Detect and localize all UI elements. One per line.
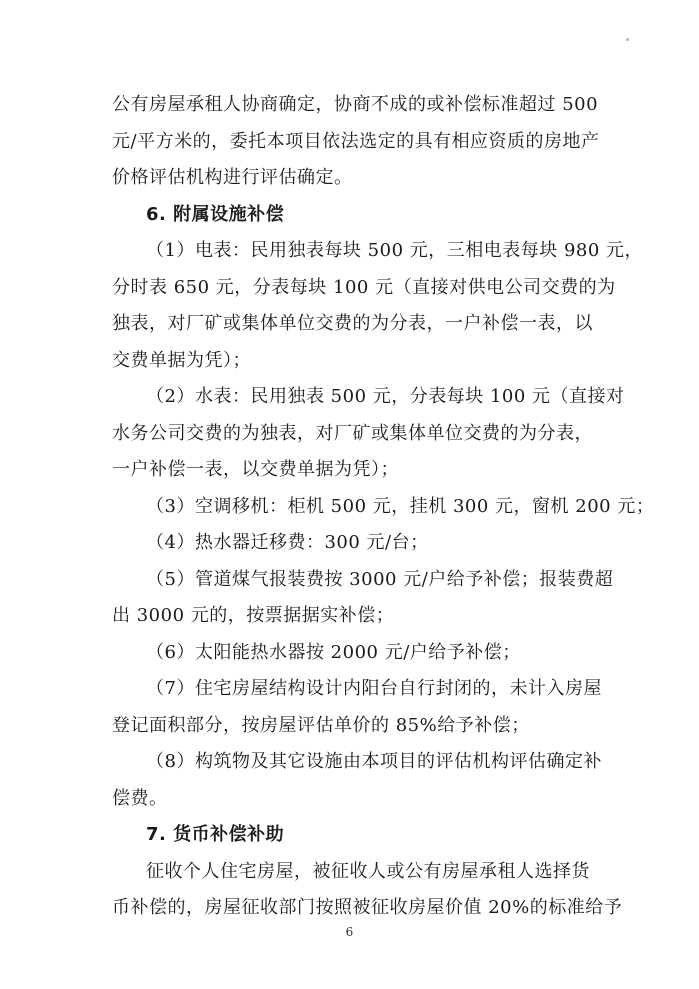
item-7-line: （7）住宅房屋结构设计内阳台自行封闭的，未计入房屋 [146, 678, 602, 699]
document-body [112, 92, 655, 932]
section-heading-6: 6. 附属设施补偿 [146, 203, 285, 225]
paragraph-line: 公有房屋承租人协商确定，协商不成的或补偿标准超过 500 [112, 94, 599, 115]
page-number: 6 [345, 925, 354, 939]
item-8-line: （8）构筑物及其它设施由本项目的评估机构评估确定补 [146, 751, 602, 772]
paragraph-line: 币补偿的，房屋征收部门按照被征收房屋价值 20%的标准给予 [112, 897, 623, 918]
item-5-line: 出 3000 元的，按票据据实补偿； [112, 605, 395, 626]
item-1-line: （1）电表：民用独表每块 500 元，三相电表每块 980 元， [146, 240, 644, 261]
item-2-line: 一户补偿一表，以交费单据为凭）； [112, 459, 399, 480]
item-3-line: （3）空调移机：柜机 500 元，挂机 300 元，窗机 200 元； [146, 495, 655, 517]
item-1-line: 独表，对厂矿或集体单位交费的为分表，一户补偿一表，以 [112, 313, 593, 334]
item-2-line: 水务公司交费的为独表，对厂矿或集体单位交费的为分表， [112, 422, 593, 444]
item-7-line: 登记面积部分，按房屋评估单价的 85%给予补偿； [112, 714, 530, 736]
item-6-line: （6）太阳能热水器按 2000 元/户给予补偿； [146, 641, 521, 663]
item-8-line: 偿费。 [112, 787, 168, 809]
paragraph-line: 价格评估机构进行评估确定。 [112, 167, 353, 188]
section-heading-7: 7. 货币补偿补助 [146, 824, 285, 845]
item-1-line: 交费单据为凭）； [112, 349, 251, 371]
paragraph-line: 元/平方米的，委托本项目依法选定的具有相应资质的房地产 [112, 130, 600, 152]
item-5-line: （5）管道煤气报装费按 3000 元/户给予补偿；报装费超 [146, 568, 614, 590]
scan-speck [626, 38, 629, 41]
item-4-line: （4）热水器迁移费：300 元/台； [146, 532, 429, 553]
item-1-line: 分时表 650 元，分表每块 100 元（直接对供电公司交费的为 [112, 276, 616, 298]
paragraph-line: 征收个人住宅房屋，被征收人或公有房屋承租人选择货 [146, 860, 590, 882]
item-2-line: （2）水表：民用独表 500 元，分表每块 100 元（直接对 [146, 386, 625, 407]
